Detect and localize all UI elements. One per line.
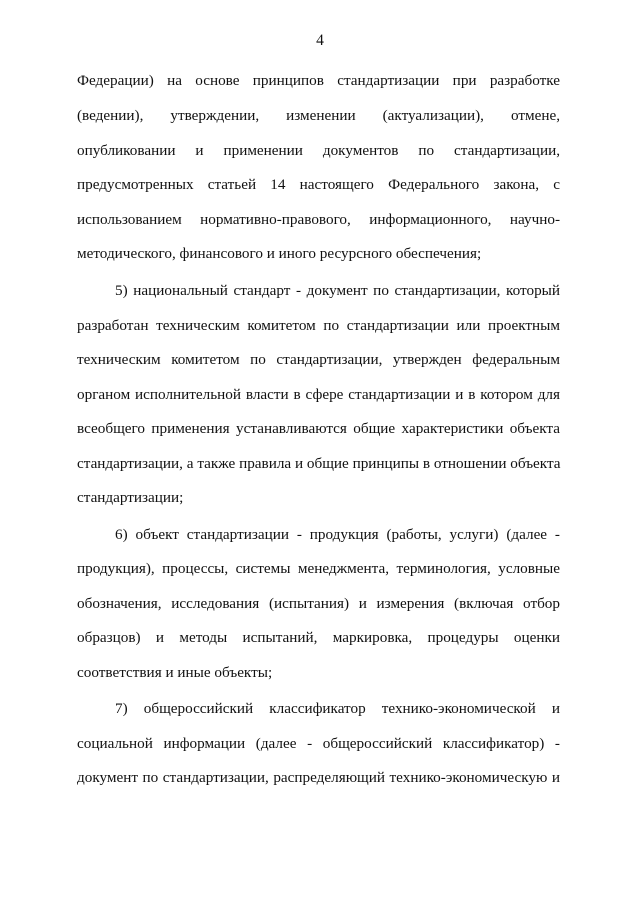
paragraph-first-line: 6) объект стандартизации - продукция (работы, услуги) (далее - bbox=[115, 526, 560, 543]
paragraph-line: органом исполнительной власти в сфере стандартизации и в котором для bbox=[77, 386, 560, 403]
paragraph-line: предусмотренных статьей 14 настоящего Федерального закона, с bbox=[77, 176, 560, 193]
paragraph-first-line: 5) национальный стандарт - документ по стандартизации, который bbox=[115, 282, 560, 299]
paragraph-line: продукция), процессы, системы менеджмента, терминология, условные bbox=[77, 560, 560, 577]
paragraph-line: использованием нормативно-правового, информационного, научно- bbox=[77, 211, 560, 228]
paragraph-line: всеобщего применения устанавливаются общие характеристики объекта bbox=[77, 420, 560, 437]
paragraph-line: стандартизации; bbox=[77, 489, 184, 506]
paragraph-first-line: 7) общероссийский классификатор технико-экономической и bbox=[115, 700, 560, 717]
paragraph-line: обозначения, исследования (испытания) и измерения (включая отбор bbox=[77, 595, 560, 612]
paragraph-line: социальной информации (далее - общероссийский классификатор) - bbox=[77, 735, 560, 752]
paragraph-line: документ по стандартизации, распределяющий технико-экономическую и bbox=[77, 769, 560, 786]
page-number: 4 bbox=[316, 32, 324, 49]
paragraph-line: техническим комитетом по стандартизации, утвержден федеральным bbox=[77, 351, 560, 368]
paragraph-line: методического, финансового и иного ресурсного обеспечения; bbox=[77, 245, 482, 262]
paragraph-line: опубликовании и применении документов по стандартизации, bbox=[77, 142, 560, 159]
paragraph-line: стандартизации, а также правила и общие принципы в отношении объекта bbox=[77, 455, 561, 472]
paragraph-line: (ведении), утверждении, изменении (актуализации), отмене, bbox=[77, 107, 560, 124]
paragraph-line: разработан техническим комитетом по стандартизации или проектным bbox=[77, 317, 560, 334]
paragraph-line: образцов) и методы испытаний, маркировка, процедуры оценки bbox=[77, 629, 560, 646]
paragraph-line: Федерации) на основе принципов стандартизации при разработке bbox=[77, 72, 560, 89]
paragraph-line: соответствия и иные объекты; bbox=[77, 664, 273, 681]
